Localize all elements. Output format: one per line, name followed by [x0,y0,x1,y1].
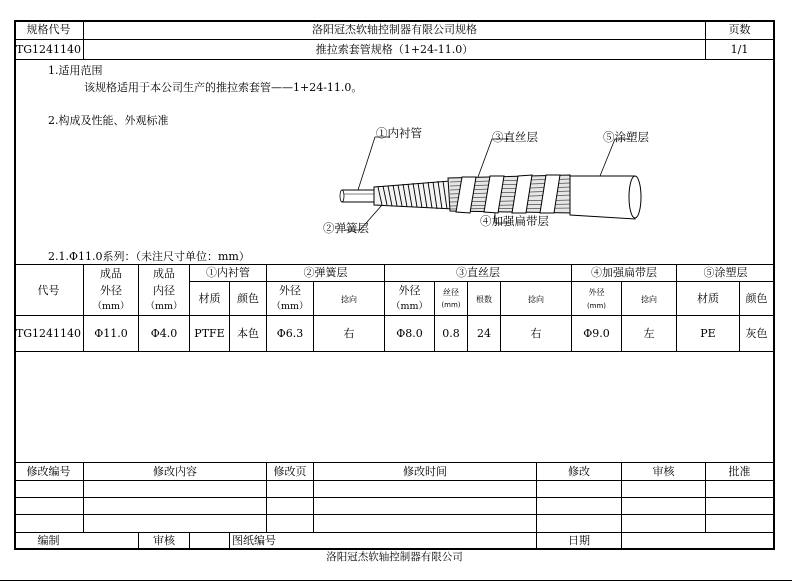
th-coat: ⑤涂塑层 [703,266,748,279]
section1-text: 该规格适用于本公司生产的推拉索套管——1+24-11.0。 [84,81,363,94]
th-od-2: 外径 [100,284,122,297]
rev-page-label: 修改页 [273,465,307,478]
cell-flat-od: Φ9.0 [583,327,610,340]
rev-review-label: 审核 [652,465,675,478]
cell-straight-wire: 0.8 [442,327,460,340]
series-note: 2.1.Φ11.0系列：（未注尺寸单位：mm） [48,250,250,263]
th-wire-dia: 丝径 [443,288,459,297]
company-spec-title: 洛阳冠杰软轴控制器有限公司规格 [312,23,477,36]
th-wire-dia-unit: (mm) [441,301,461,309]
footer-compile: 编制 [37,534,60,547]
section1-title: 1.适用范围 [48,64,103,77]
th-id-3: （mm） [145,301,183,312]
page-count-label: 页数 [728,23,751,36]
footer-date: 日期 [568,534,590,547]
th-straight-twist: 捻向 [528,295,544,304]
page-count: 1/1 [730,43,749,56]
label-coating: ⑤涂塑层 [603,130,649,144]
th-id-2: 内径 [153,284,175,297]
th-id-1: 成品 [153,267,175,280]
cell-id: Φ4.0 [150,327,178,340]
cell-coat-material: PE [700,327,716,340]
th-coat-color: 颜色 [745,292,768,305]
th-od-1: 成品 [100,267,122,280]
cell-straight-twist: 右 [530,327,542,340]
th-count: 根数 [476,295,492,304]
cell-straight-od: Φ8.0 [396,327,423,340]
th-inner-color: 颜色 [237,292,259,305]
rev-time-label: 修改时间 [403,465,447,478]
th-flat-twist: 捻向 [641,295,657,304]
th-od-3: （mm） [92,301,130,312]
inner-tube-shape [340,190,374,202]
cell-straight-count: 24 [477,327,491,340]
cell-flat-twist: 左 [643,327,655,340]
footer-drawing-no: 图纸编号 [232,534,276,547]
footer-review: 审核 [153,534,175,547]
rev-modify-label: 修改 [568,465,590,478]
cell-coat-color: 灰色 [745,327,768,340]
th-inner-material: 材质 [198,292,221,305]
th-spring-od: 外径 [279,284,301,297]
cell-spring-od: Φ6.3 [276,327,304,340]
th-straight: ③直丝层 [456,266,500,279]
th-straight-od-unit: （mm） [390,301,429,312]
th-coat-material: 材质 [697,292,719,305]
cell-code: TG1241140 [15,327,82,340]
rev-content-label: 修改内容 [153,465,197,478]
straight-wire-shape [448,175,574,213]
th-flat: ④加强扁带层 [591,266,657,279]
spec-code: TG1241140 [15,43,82,56]
cell-inner-material: PTFE [194,327,225,340]
th-code: 代号 [37,284,60,297]
label-inner-tube: ①内衬管 [376,126,422,140]
th-spring-od-unit: （mm） [271,301,309,312]
th-straight-od: 外径 [398,284,421,297]
th-flat-od: 外径 [588,288,605,297]
rev-approve-label: 批准 [728,465,751,478]
spec-code-label: 规格代号 [26,23,71,36]
section2-title: 2.构成及性能、外观标准 [48,114,169,127]
coating-shape [570,176,641,219]
footer-company: 洛阳冠杰软轴控制器有限公司 [326,551,463,563]
spring-layer-shape [374,181,454,209]
label-spring-layer: ②弹簧层 [323,221,369,235]
spec-name: 推拉索套管规格（1+24-11.0） [315,43,474,56]
rev-no-label: 修改编号 [26,465,71,478]
label-straight-wire: ③直丝层 [492,130,538,144]
cell-spring-twist: 右 [343,327,355,340]
th-flat-od-unit: (mm) [586,302,607,310]
cell-inner-color: 本色 [237,327,259,340]
cell-od: Φ11.0 [94,327,128,340]
th-inner-tube: ①内衬管 [206,266,250,279]
th-spring-twist: 捻向 [341,295,357,304]
label-flat-strip: ④加强扁带层 [480,214,549,228]
th-spring: ②弹簧层 [303,266,348,279]
